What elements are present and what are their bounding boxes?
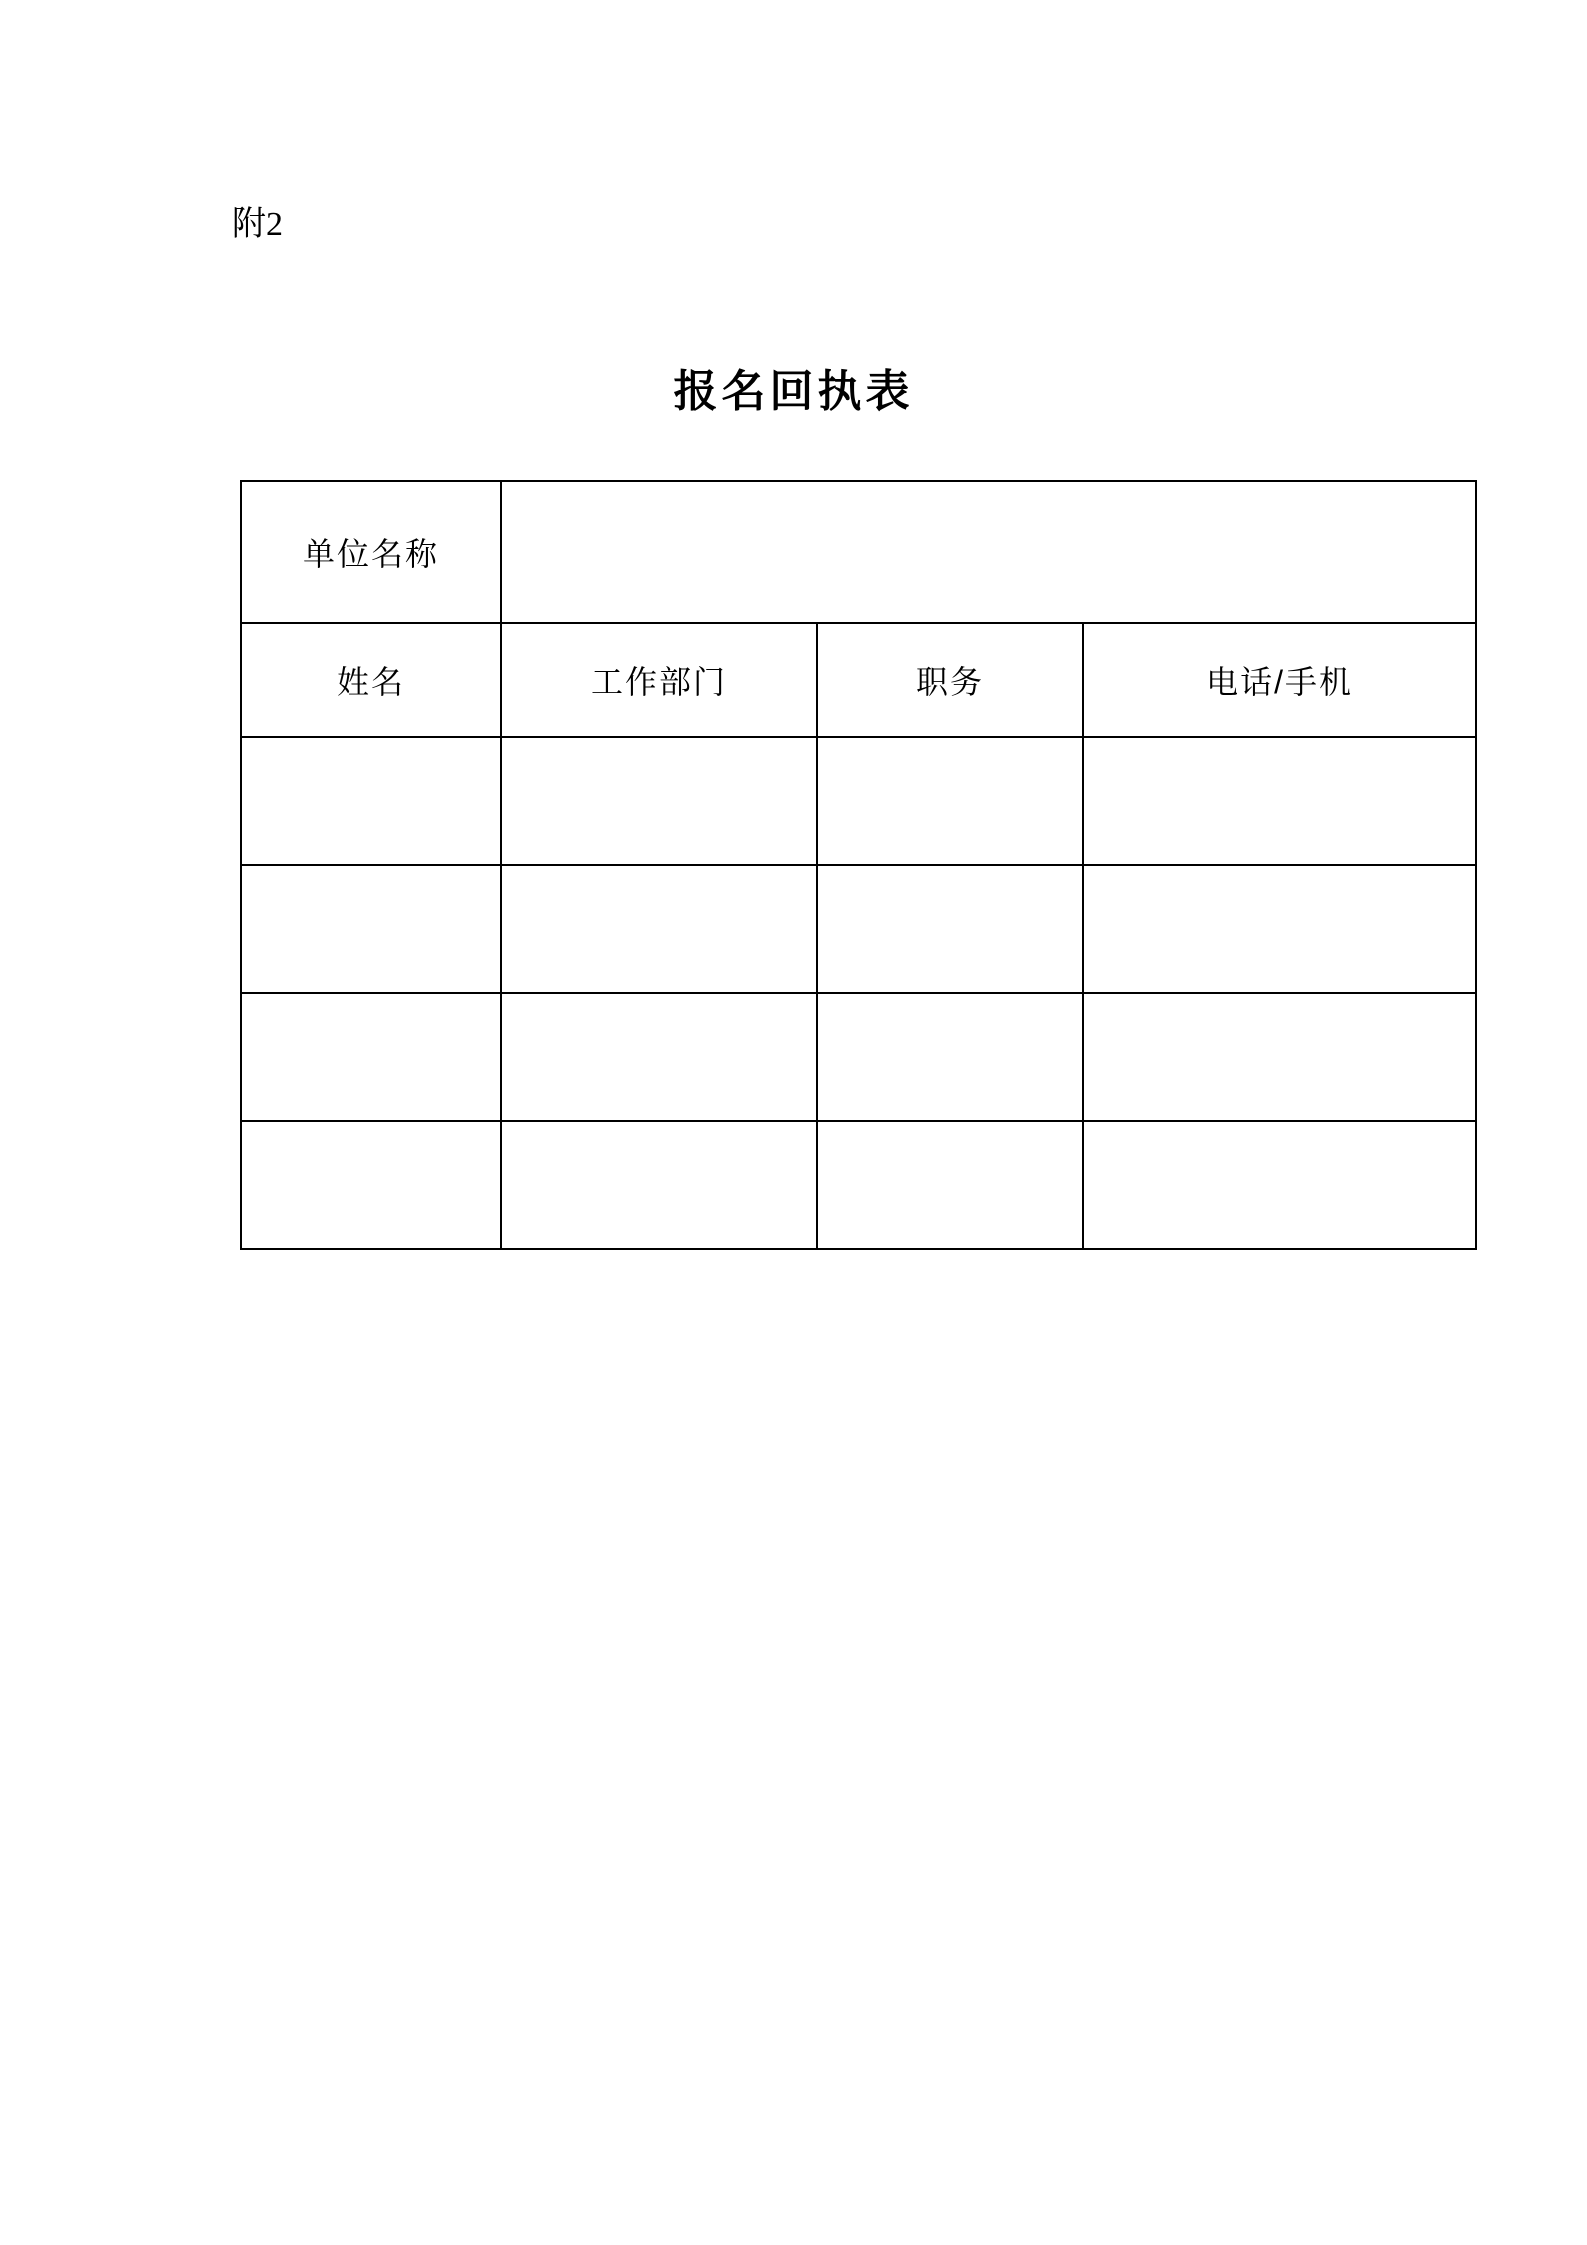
cell-name[interactable] [241, 865, 501, 993]
cell-position[interactable] [817, 993, 1083, 1121]
page-title: 报名回执表 [673, 367, 914, 416]
cell-phone[interactable] [1083, 1121, 1476, 1249]
cell-position[interactable] [817, 737, 1083, 865]
cell-department[interactable] [501, 865, 817, 993]
cell-department[interactable] [501, 1121, 817, 1249]
cell-name[interactable] [241, 1121, 501, 1249]
column-header-department: 工作部门 [501, 623, 817, 737]
cell-name[interactable] [241, 993, 501, 1121]
cell-department[interactable] [501, 993, 817, 1121]
table-row [241, 1121, 1476, 1249]
column-header-name: 姓名 [241, 623, 501, 737]
column-header-phone: 电话/手机 [1083, 623, 1476, 737]
cell-position[interactable] [817, 865, 1083, 993]
cell-phone[interactable] [1083, 737, 1476, 865]
table-row [241, 993, 1476, 1121]
unit-name-label: 单位名称 [241, 481, 501, 623]
cell-department[interactable] [501, 737, 817, 865]
table-row-unit-name [241, 481, 1476, 623]
column-header-position: 职务 [817, 623, 1083, 737]
cell-phone[interactable] [1083, 993, 1476, 1121]
table-row [241, 737, 1476, 865]
cell-phone[interactable] [1083, 865, 1476, 993]
unit-name-value[interactable] [501, 481, 1476, 623]
table-header-row [241, 623, 1476, 737]
table-row [241, 865, 1476, 993]
registration-form-table [240, 480, 1477, 1250]
attachment-label: 附2 [232, 206, 283, 243]
cell-name[interactable] [241, 737, 501, 865]
cell-position[interactable] [817, 1121, 1083, 1249]
